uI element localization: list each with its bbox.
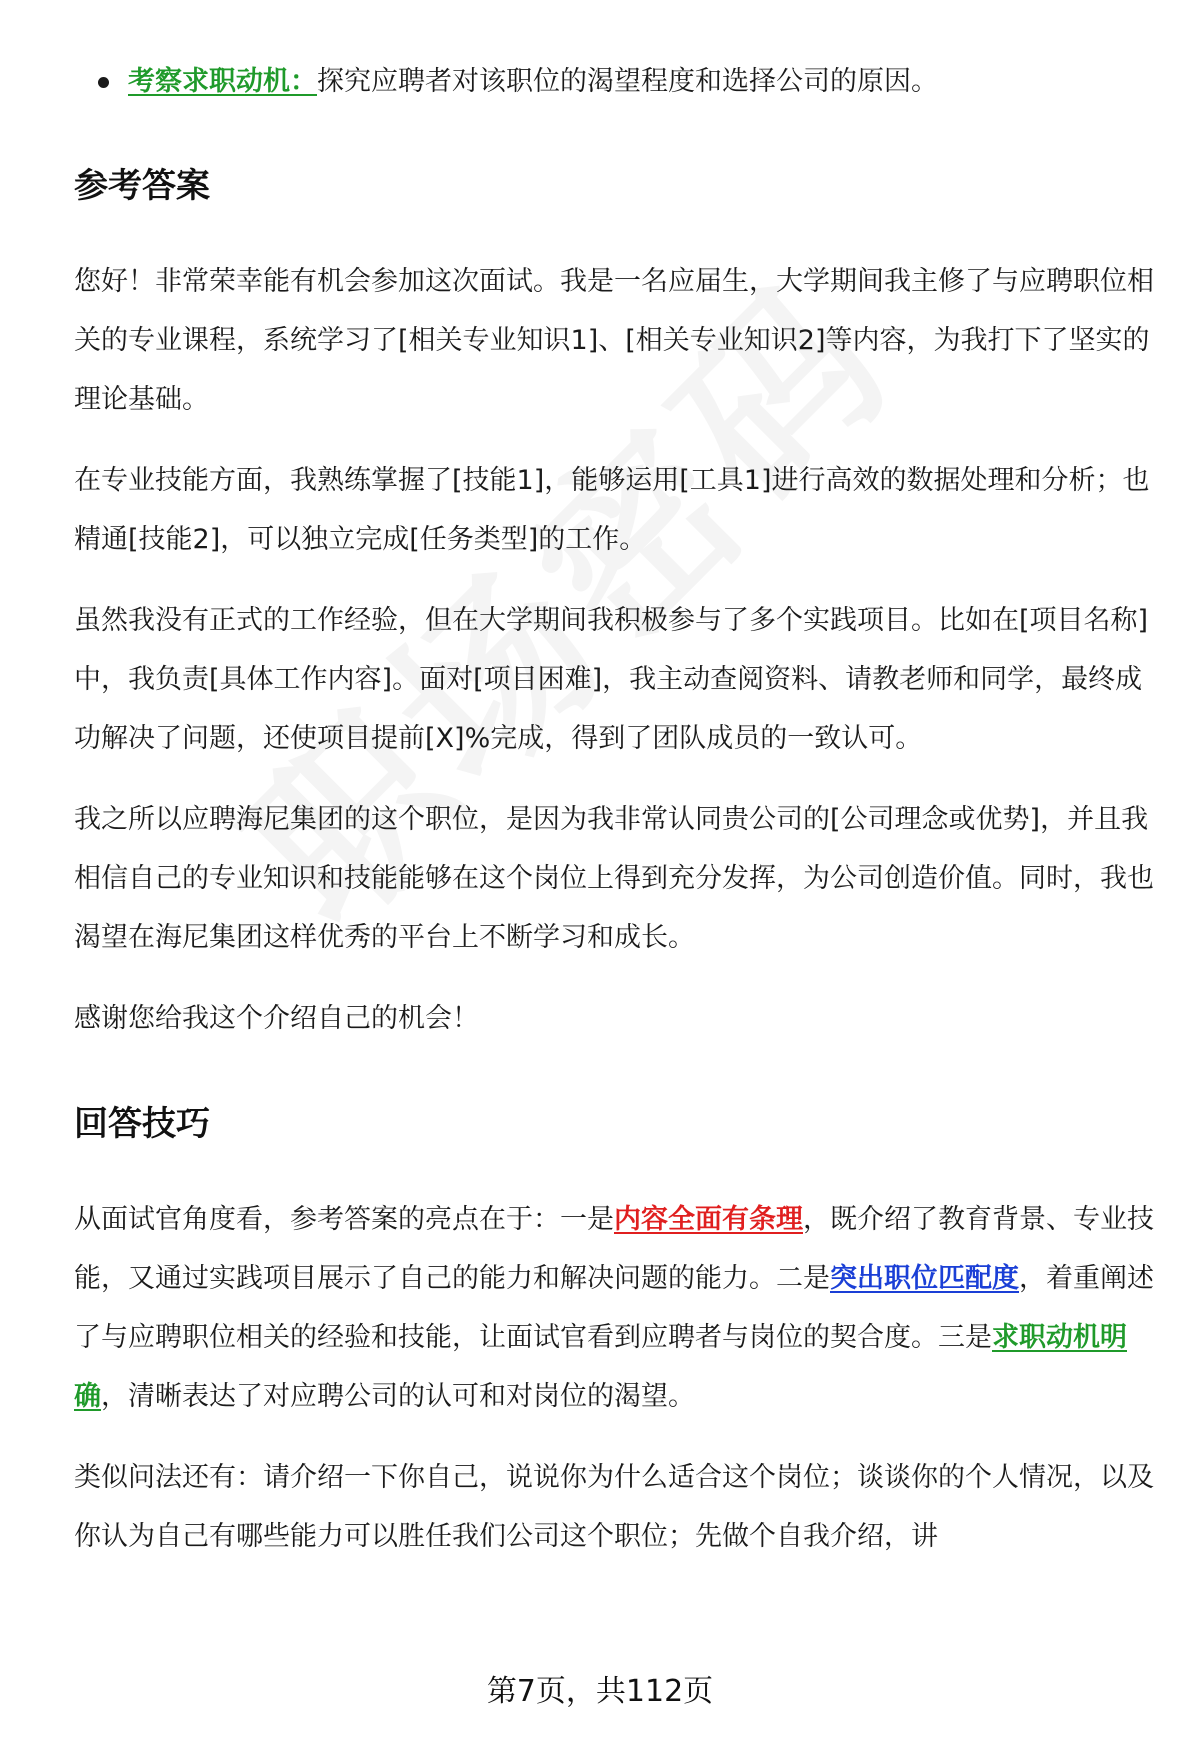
tips-text-c: ，着重阐述了与应聘职位相关的经验和技能，让面试官看到应聘者与岗位的契合度。三是 <box>74 1263 1154 1353</box>
tips-text-b: ，既介绍了教育背景、专业技能，又通过实践项目展示了自己的能力和解决问题的能力。二是 <box>74 1204 1154 1294</box>
content <box>74 62 1164 1566</box>
bullet-item <box>74 62 1164 102</box>
tips-text-a: 从面试官角度看，参考答案的亮点在于：一是 <box>74 1204 614 1235</box>
reference-paragraph-1: 您好！非常荣幸能有机会参加这次面试。我是一名应届生，大学期间我主修了与应聘职位相关的专业课程，系统学习了[相关专业知识1]、[相关专业知识2]等内容，为我打下了坚实的理论基础。 <box>74 266 1154 415</box>
reference-paragraph-4: 我之所以应聘海尼集团的这个职位，是因为我非常认同贵公司的[公司理念或优势]，并且我相信自己的专业知识和技能能够在这个岗位上得到充分发挥，为公司创造价值。同时，我也渴望在海尼集团这样优秀的平台上不断学习和成长。 <box>74 804 1154 953</box>
bullet-label: 考察求职动机： <box>128 66 317 97</box>
reference-paragraph-5: 感谢您给我这个介绍自己的机会！ <box>74 1003 479 1034</box>
tips-heading: 回答技巧 <box>74 1104 210 1144</box>
tips-paragraph-2: 类似问法还有：请介绍一下你自己，说说你为什么适合这个岗位；谈谈你的个人情况，以及你认为自己有哪些能力可以胜任我们公司这个职位；先做个自我介绍，讲 <box>74 1462 1154 1552</box>
bullet-text: 探究应聘者对该职位的渴望程度和选择公司的原因。 <box>317 66 938 97</box>
reference-paragraph-2: 在专业技能方面，我熟练掌握了[技能1]，能够运用[工具1]进行高效的数据处理和分析；也精通[技能2]，可以独立完成[任务类型]的工作。 <box>74 465 1150 555</box>
highlight-position-match: 突出职位匹配度 <box>830 1263 1019 1294</box>
highlight-content-complete: 内容全面有条理 <box>614 1204 803 1235</box>
reference-heading: 参考答案 <box>74 166 210 206</box>
reference-paragraph-3: 虽然我没有正式的工作经验，但在大学期间我积极参与了多个实践项目。比如在[项目名称]中，我负责[具体工作内容]。面对[项目困难]，我主动查阅资料、请教老师和同学，最终成功解决了问题，还使项目提前[X]%完成，得到了团队成员的一致认可。 <box>74 605 1149 754</box>
highlight-motivation: 求职动机明确 <box>74 1322 1127 1412</box>
page-number-footer: 第7页，共112页 <box>486 1674 714 1709</box>
tips-text-d: ，清晰表达了对应聘公司的认可和对岗位的渴望。 <box>101 1381 695 1412</box>
bullet-dot-icon <box>98 77 109 88</box>
tips-paragraph-1 <box>74 1190 1164 1426</box>
